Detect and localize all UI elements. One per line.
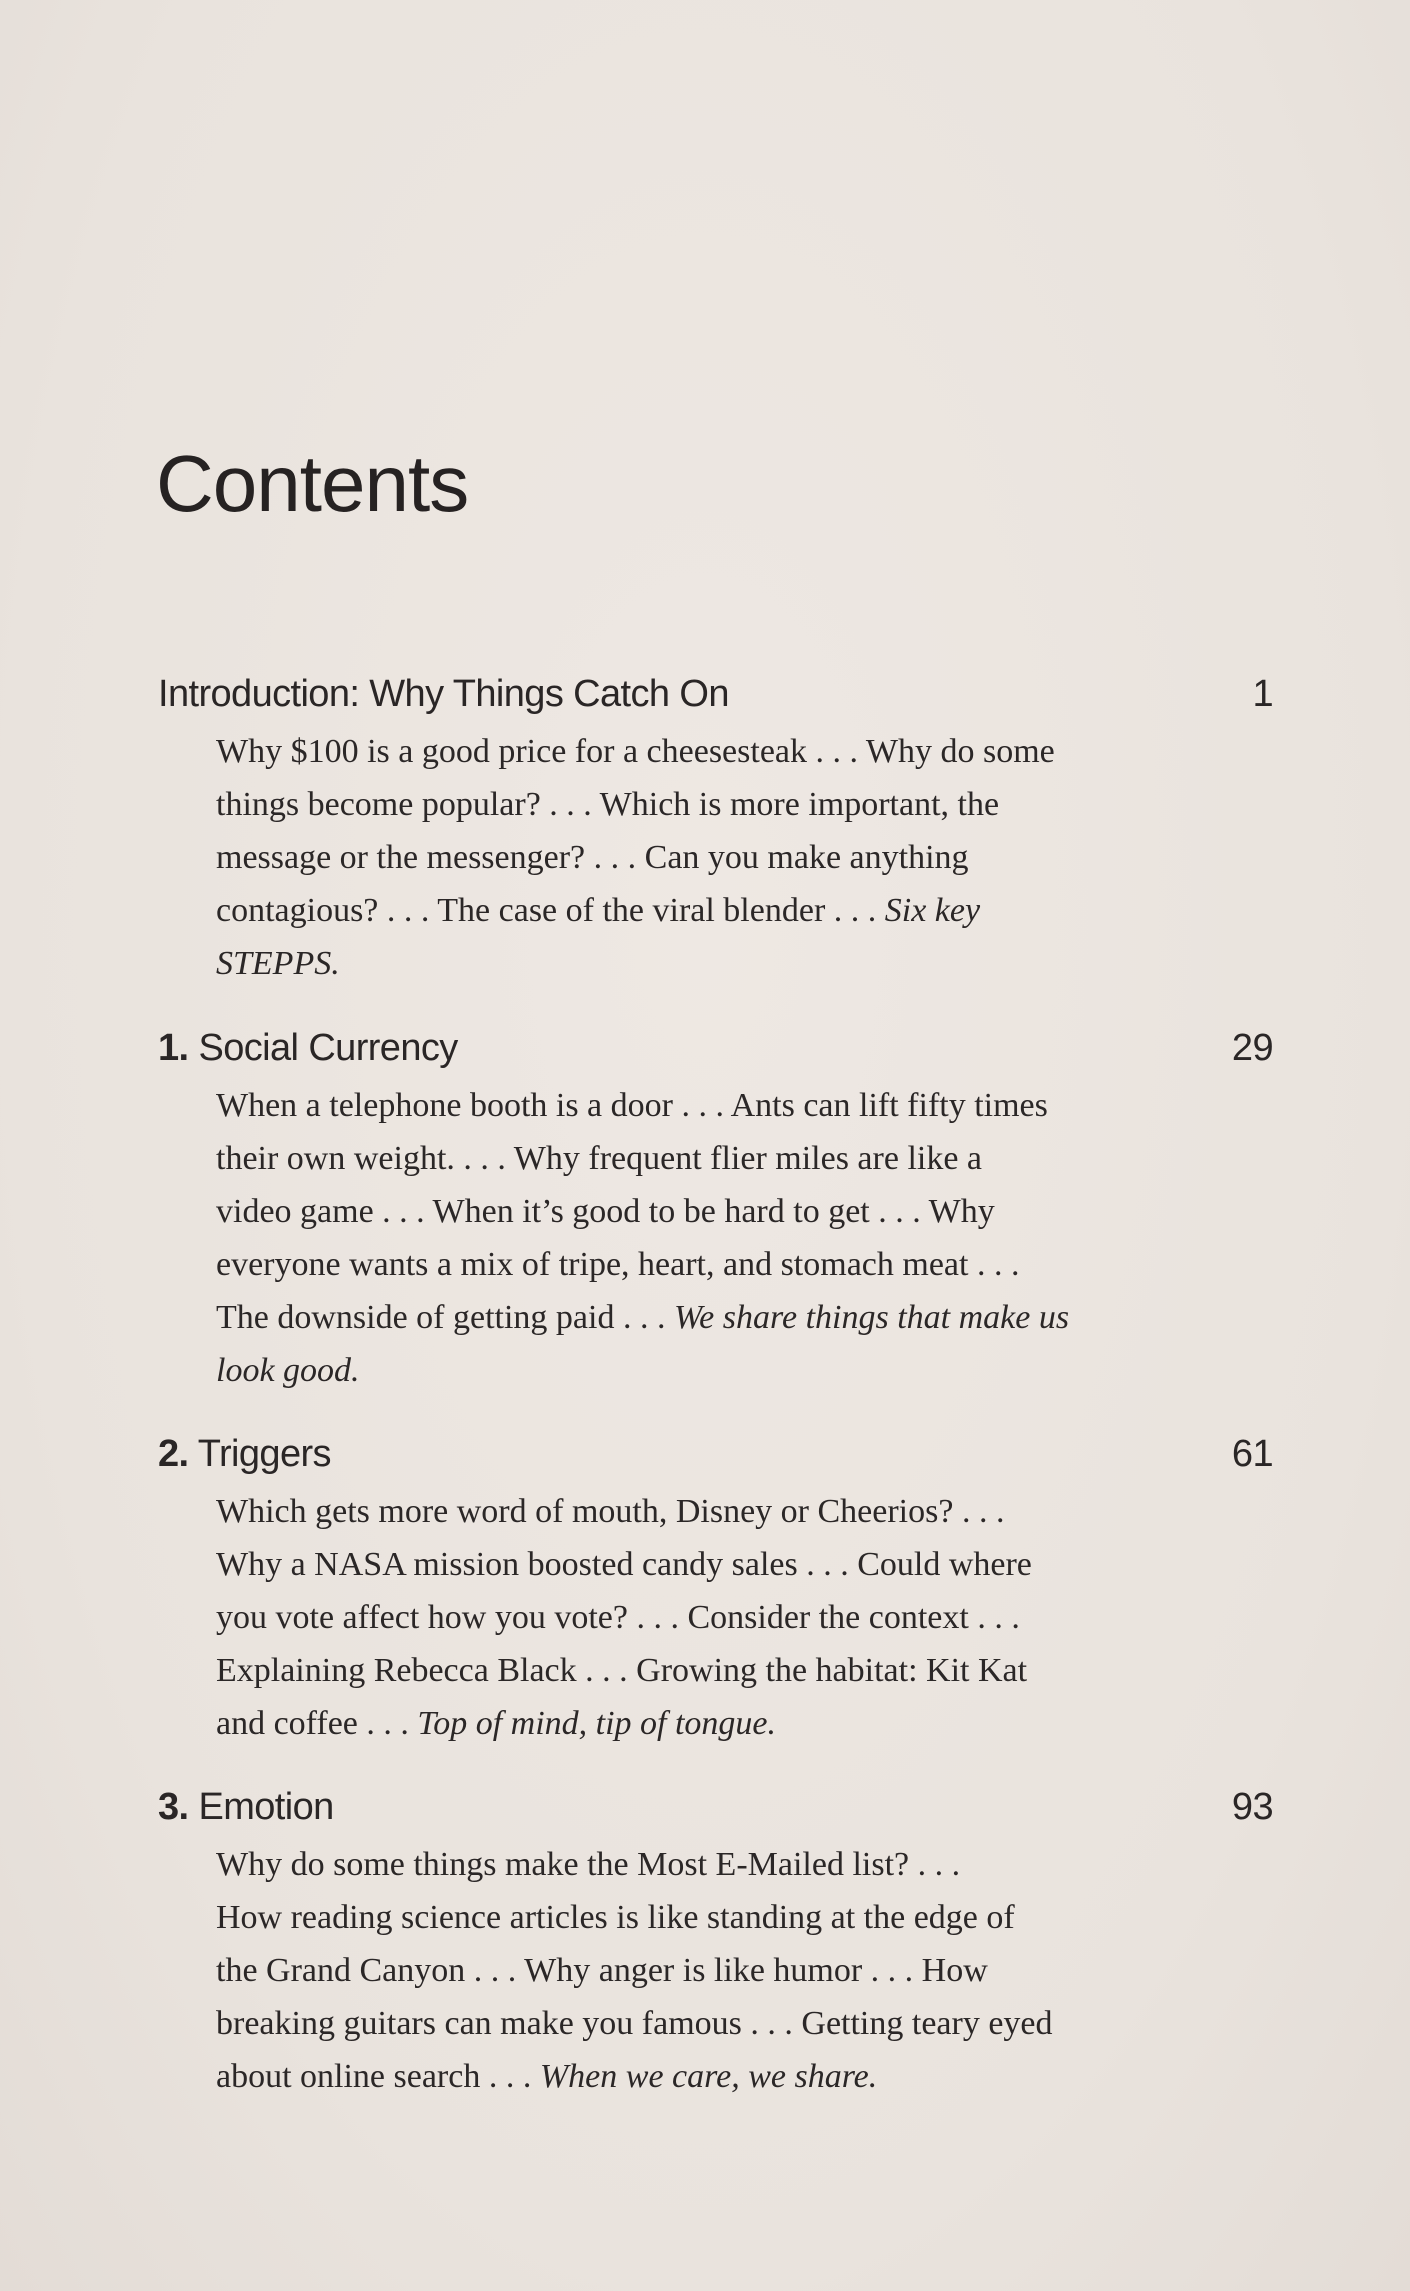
summary-text: Explaining Rebecca Black . . . Growing the habitat: Kit Kat <box>216 1652 1028 1689</box>
summary-line <box>216 778 1273 831</box>
page-number: 1 <box>1252 673 1273 715</box>
summary-text: their own weight. . . . Why frequent flier miles are like a <box>216 1140 983 1177</box>
chapter-title: Triggers <box>197 1433 331 1475</box>
italic-text: look good. <box>216 1352 360 1389</box>
summary-line <box>216 1997 1273 2050</box>
toc-entry <box>158 1022 1273 1397</box>
summary-line <box>216 937 1273 990</box>
summary-line <box>216 1697 1273 1750</box>
page-number: 29 <box>1231 1027 1273 1069</box>
italic-text: STEPPS. <box>216 945 340 982</box>
summary-text: message or the messenger? . . . Can you make anything <box>216 839 969 876</box>
chapter-summary <box>158 1485 1273 1750</box>
summary-line <box>216 1891 1273 1944</box>
summary-text: things become popular? . . . Which is more important, the <box>216 786 1000 823</box>
summary-line <box>216 1238 1273 1291</box>
chapter-heading <box>158 668 1273 721</box>
chapter-heading <box>158 1428 1273 1481</box>
summary-line <box>216 1079 1273 1132</box>
page-number: 61 <box>1231 1433 1273 1475</box>
summary-text: about online search . . . <box>216 2058 540 2095</box>
summary-text: When a telephone booth is a door . . . Ants can lift fifty times <box>216 1087 1048 1124</box>
chapter-summary <box>158 1079 1273 1397</box>
summary-text: and coffee . . . <box>216 1705 418 1742</box>
page-title: Contents <box>156 439 469 528</box>
chapter-summary <box>158 725 1273 990</box>
toc-entry <box>158 668 1273 990</box>
summary-line <box>216 1591 1273 1644</box>
summary-line <box>216 1538 1273 1591</box>
chapter-number: 2. <box>158 1433 189 1475</box>
summary-line <box>216 1644 1273 1697</box>
summary-line <box>216 1132 1273 1185</box>
summary-line <box>216 1291 1273 1344</box>
summary-line <box>216 1344 1273 1397</box>
summary-text: Why $100 is a good price for a cheesesteak . . . Why do some <box>216 733 1055 770</box>
italic-text: When we care, we share. <box>539 2058 878 2095</box>
chapter-title: Social Currency <box>198 1027 458 1069</box>
summary-text: Why do some things make the Most E-Mailed list? . . . <box>216 1846 961 1883</box>
italic-text: We share things that make us <box>673 1299 1070 1336</box>
summary-line <box>216 2050 1273 2103</box>
summary-line <box>216 1185 1273 1238</box>
summary-line <box>216 725 1273 778</box>
summary-text: breaking guitars can make you famous . . . Getting teary eyed <box>216 2005 1053 2042</box>
chapter-title: Emotion <box>198 1786 334 1828</box>
italic-text: Top of mind, tip of tongue. <box>417 1705 777 1742</box>
summary-text: How reading science articles is like standing at the edge of <box>216 1899 1015 1936</box>
chapter-summary <box>158 1838 1273 2103</box>
summary-text: the Grand Canyon . . . Why anger is like humor . . . How <box>216 1952 988 1989</box>
chapter-number: 1. <box>158 1027 189 1069</box>
summary-text: contagious? . . . The case of the viral blender . . . <box>216 892 885 929</box>
page-number: 93 <box>1231 1786 1273 1828</box>
chapter-heading <box>158 1022 1273 1075</box>
chapter-heading <box>158 1781 1273 1834</box>
chapter-title: Introduction: Why Things Catch On <box>158 673 729 715</box>
toc-entry <box>158 1781 1273 2103</box>
summary-line <box>216 1485 1273 1538</box>
summary-line <box>216 1944 1273 1997</box>
summary-text: video game . . . When it’s good to be hard to get . . . Why <box>216 1193 995 1230</box>
summary-text: The downside of getting paid . . . <box>216 1299 674 1336</box>
toc-entry <box>158 1428 1273 1750</box>
summary-line <box>216 1838 1273 1891</box>
summary-text: everyone wants a mix of tripe, heart, and stomach meat . . . <box>216 1246 1020 1283</box>
summary-text: Why a NASA mission boosted candy sales . . . Could where <box>216 1546 1032 1583</box>
summary-text: Which gets more word of mouth, Disney or Cheerios? . . . <box>216 1493 1005 1530</box>
summary-line <box>216 831 1273 884</box>
italic-text: Six key <box>884 892 981 929</box>
summary-text: you vote affect how you vote? . . . Consider the context . . . <box>216 1599 1020 1636</box>
chapter-number: 3. <box>158 1786 189 1828</box>
summary-line <box>216 884 1273 937</box>
